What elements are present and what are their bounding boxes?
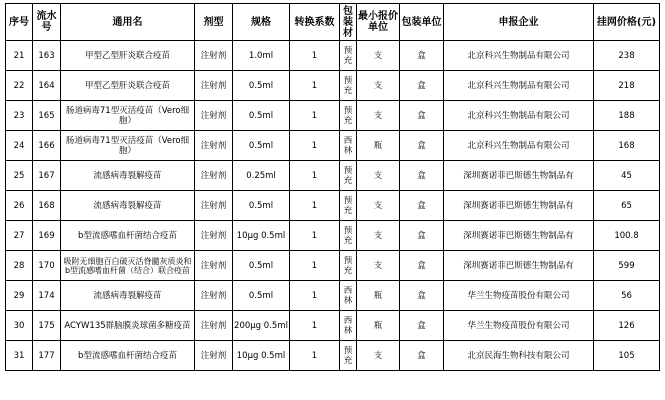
cell-form: 注射剂 [195, 191, 233, 221]
cell-pack-unit: 盒 [400, 41, 444, 71]
cell-min-unit: 支 [357, 101, 400, 131]
cell-material [340, 191, 357, 221]
price-table [5, 3, 660, 371]
cell-code: 167 [33, 161, 61, 191]
cell-material [340, 161, 357, 191]
table-body [6, 41, 660, 371]
cell-form: 注射剂 [195, 311, 233, 341]
header-company: 申报企业 [444, 4, 594, 41]
cell-company: 深圳赛诺菲巴斯德生物制品有 [444, 251, 594, 281]
cell-min-unit: 支 [357, 41, 400, 71]
cell-min-unit: 支 [357, 341, 400, 371]
cell-seq: 23 [6, 101, 33, 131]
cell-pack-unit: 盒 [400, 311, 444, 341]
cell-material [340, 101, 357, 131]
cell-factor: 1 [290, 341, 340, 371]
cell-spec: 0.5ml [233, 101, 290, 131]
cell-code: 175 [33, 311, 61, 341]
cell-seq: 26 [6, 191, 33, 221]
cell-price: 599 [594, 251, 660, 281]
header-code: 流水号 [33, 4, 61, 41]
table-row [6, 311, 660, 341]
cell-form: 注射剂 [195, 221, 233, 251]
table-row [6, 221, 660, 251]
cell-seq: 24 [6, 131, 33, 161]
cell-name: b型流感嗜血杆菌结合疫苗 [61, 341, 195, 371]
cell-form: 注射剂 [195, 251, 233, 281]
cell-code: 163 [33, 41, 61, 71]
table-row [6, 41, 660, 71]
cell-min-unit: 瓶 [357, 311, 400, 341]
cell-name: 流感病毒裂解疫苗 [61, 191, 195, 221]
cell-seq: 27 [6, 221, 33, 251]
cell-factor: 1 [290, 311, 340, 341]
cell-factor: 1 [290, 131, 340, 161]
cell-factor: 1 [290, 101, 340, 131]
cell-price: 238 [594, 41, 660, 71]
cell-material [340, 311, 357, 341]
header-pack-material-text: 包装材 [343, 5, 353, 39]
cell-min-unit: 支 [357, 71, 400, 101]
cell-code: 166 [33, 131, 61, 161]
cell-seq: 29 [6, 281, 33, 311]
cell-name: 流感病毒裂解疫苗 [61, 161, 195, 191]
cell-spec: 0.5ml [233, 131, 290, 161]
header-seq: 序号 [6, 4, 33, 41]
cell-seq: 28 [6, 251, 33, 281]
cell-form: 注射剂 [195, 41, 233, 71]
cell-min-unit: 支 [357, 251, 400, 281]
cell-company: 深圳赛诺菲巴斯德生物制品有 [444, 221, 594, 251]
cell-seq: 25 [6, 161, 33, 191]
cell-price: 105 [594, 341, 660, 371]
header-name: 通用名 [61, 4, 195, 41]
cell-code: 169 [33, 221, 61, 251]
cell-seq: 30 [6, 311, 33, 341]
cell-factor: 1 [290, 281, 340, 311]
cell-min-unit: 支 [357, 161, 400, 191]
cell-material-text: 预充 [343, 195, 353, 216]
cell-code: 177 [33, 341, 61, 371]
header-min-unit: 最小报价单位 [357, 4, 400, 41]
cell-pack-unit: 盒 [400, 281, 444, 311]
cell-material-text: 预充 [343, 105, 353, 126]
table-row [6, 161, 660, 191]
cell-name: b型流感嗜血杆菌结合疫苗 [61, 221, 195, 251]
cell-min-unit: 支 [357, 191, 400, 221]
cell-code: 174 [33, 281, 61, 311]
cell-factor: 1 [290, 221, 340, 251]
cell-pack-unit: 盒 [400, 251, 444, 281]
cell-price: 100.8 [594, 221, 660, 251]
cell-pack-unit: 盒 [400, 161, 444, 191]
cell-code: 165 [33, 101, 61, 131]
cell-price: 45 [594, 161, 660, 191]
cell-material-text: 预充 [343, 45, 353, 66]
cell-company: 北京科兴生物制品有限公司 [444, 41, 594, 71]
cell-material-text: 预充 [343, 255, 353, 276]
cell-name: ACYW135群脑膜炎球菌多糖疫苗 [61, 311, 195, 341]
cell-form: 注射剂 [195, 131, 233, 161]
cell-material-text: 西林 [343, 315, 353, 336]
cell-code: 164 [33, 71, 61, 101]
table-row [6, 251, 660, 281]
cell-material-text: 预充 [343, 75, 353, 96]
cell-name: 流感病毒裂解疫苗 [61, 281, 195, 311]
cell-material [340, 71, 357, 101]
cell-factor: 1 [290, 251, 340, 281]
cell-pack-unit: 盒 [400, 191, 444, 221]
cell-material [340, 41, 357, 71]
cell-material-text: 预充 [343, 165, 353, 186]
cell-material [340, 131, 357, 161]
cell-code: 170 [33, 251, 61, 281]
cell-form: 注射剂 [195, 281, 233, 311]
cell-company: 深圳赛诺菲巴斯德生物制品有 [444, 191, 594, 221]
cell-form: 注射剂 [195, 341, 233, 371]
cell-pack-unit: 盒 [400, 71, 444, 101]
cell-material-text: 西林 [343, 135, 353, 156]
header-form: 剂型 [195, 4, 233, 41]
cell-name: 肠道病毒71型灭活疫苗（Vero细胞） [61, 101, 195, 131]
cell-price: 126 [594, 311, 660, 341]
cell-company: 北京科兴生物制品有限公司 [444, 131, 594, 161]
cell-price: 56 [594, 281, 660, 311]
cell-company: 华兰生物疫苗股份有限公司 [444, 311, 594, 341]
cell-code: 168 [33, 191, 61, 221]
cell-seq: 21 [6, 41, 33, 71]
cell-material [340, 221, 357, 251]
cell-price: 188 [594, 101, 660, 131]
cell-factor: 1 [290, 191, 340, 221]
cell-seq: 22 [6, 71, 33, 101]
cell-company: 北京科兴生物制品有限公司 [444, 71, 594, 101]
cell-name: 肠道病毒71型灭活疫苗（Vero细胞） [61, 131, 195, 161]
cell-factor: 1 [290, 71, 340, 101]
header-factor: 转换系数 [290, 4, 340, 41]
table-row [6, 71, 660, 101]
cell-form: 注射剂 [195, 71, 233, 101]
cell-company: 北京科兴生物制品有限公司 [444, 101, 594, 131]
table-row [6, 341, 660, 371]
cell-spec: 0.25ml [233, 161, 290, 191]
cell-name: 吸附无细胞百白破灭活脊髓灰质炎和b型流感嗜血杆菌（结合）联合疫苗 [61, 251, 195, 281]
cell-min-unit: 瓶 [357, 131, 400, 161]
cell-factor: 1 [290, 41, 340, 71]
header-price: 挂网价格(元) [594, 4, 660, 41]
cell-spec: 10μg 0.5ml [233, 221, 290, 251]
table-row [6, 281, 660, 311]
cell-spec: 0.5ml [233, 191, 290, 221]
cell-pack-unit: 盒 [400, 341, 444, 371]
cell-spec: 0.5ml [233, 281, 290, 311]
cell-min-unit: 瓶 [357, 281, 400, 311]
cell-name: 甲型乙型肝炎联合疫苗 [61, 41, 195, 71]
cell-form: 注射剂 [195, 101, 233, 131]
cell-material-text: 预充 [343, 225, 353, 246]
cell-material-text: 预充 [343, 345, 353, 366]
cell-spec: 1.0ml [233, 41, 290, 71]
cell-material [340, 341, 357, 371]
table-row [6, 131, 660, 161]
cell-price: 168 [594, 131, 660, 161]
cell-spec: 0.5ml [233, 251, 290, 281]
cell-spec: 10μg 0.5ml [233, 341, 290, 371]
header-row [6, 4, 660, 41]
cell-material [340, 281, 357, 311]
cell-price: 65 [594, 191, 660, 221]
table-row [6, 101, 660, 131]
cell-company: 华兰生物疫苗股份有限公司 [444, 281, 594, 311]
cell-name: 甲型乙型肝炎联合疫苗 [61, 71, 195, 101]
cell-company: 北京民海生物科技有限公司 [444, 341, 594, 371]
header-spec: 规格 [233, 4, 290, 41]
cell-spec: 200μg 0.5ml [233, 311, 290, 341]
cell-pack-unit: 盒 [400, 131, 444, 161]
table-row [6, 191, 660, 221]
cell-price: 218 [594, 71, 660, 101]
cell-seq: 31 [6, 341, 33, 371]
cell-form: 注射剂 [195, 161, 233, 191]
cell-company: 深圳赛诺菲巴斯德生物制品有 [444, 161, 594, 191]
cell-material-text: 西林 [343, 285, 353, 306]
header-pack-material [340, 4, 357, 41]
cell-spec: 0.5ml [233, 71, 290, 101]
cell-pack-unit: 盒 [400, 101, 444, 131]
header-pack-unit: 包装单位 [400, 4, 444, 41]
cell-min-unit: 支 [357, 221, 400, 251]
cell-pack-unit: 盒 [400, 221, 444, 251]
cell-material [340, 251, 357, 281]
cell-factor: 1 [290, 161, 340, 191]
